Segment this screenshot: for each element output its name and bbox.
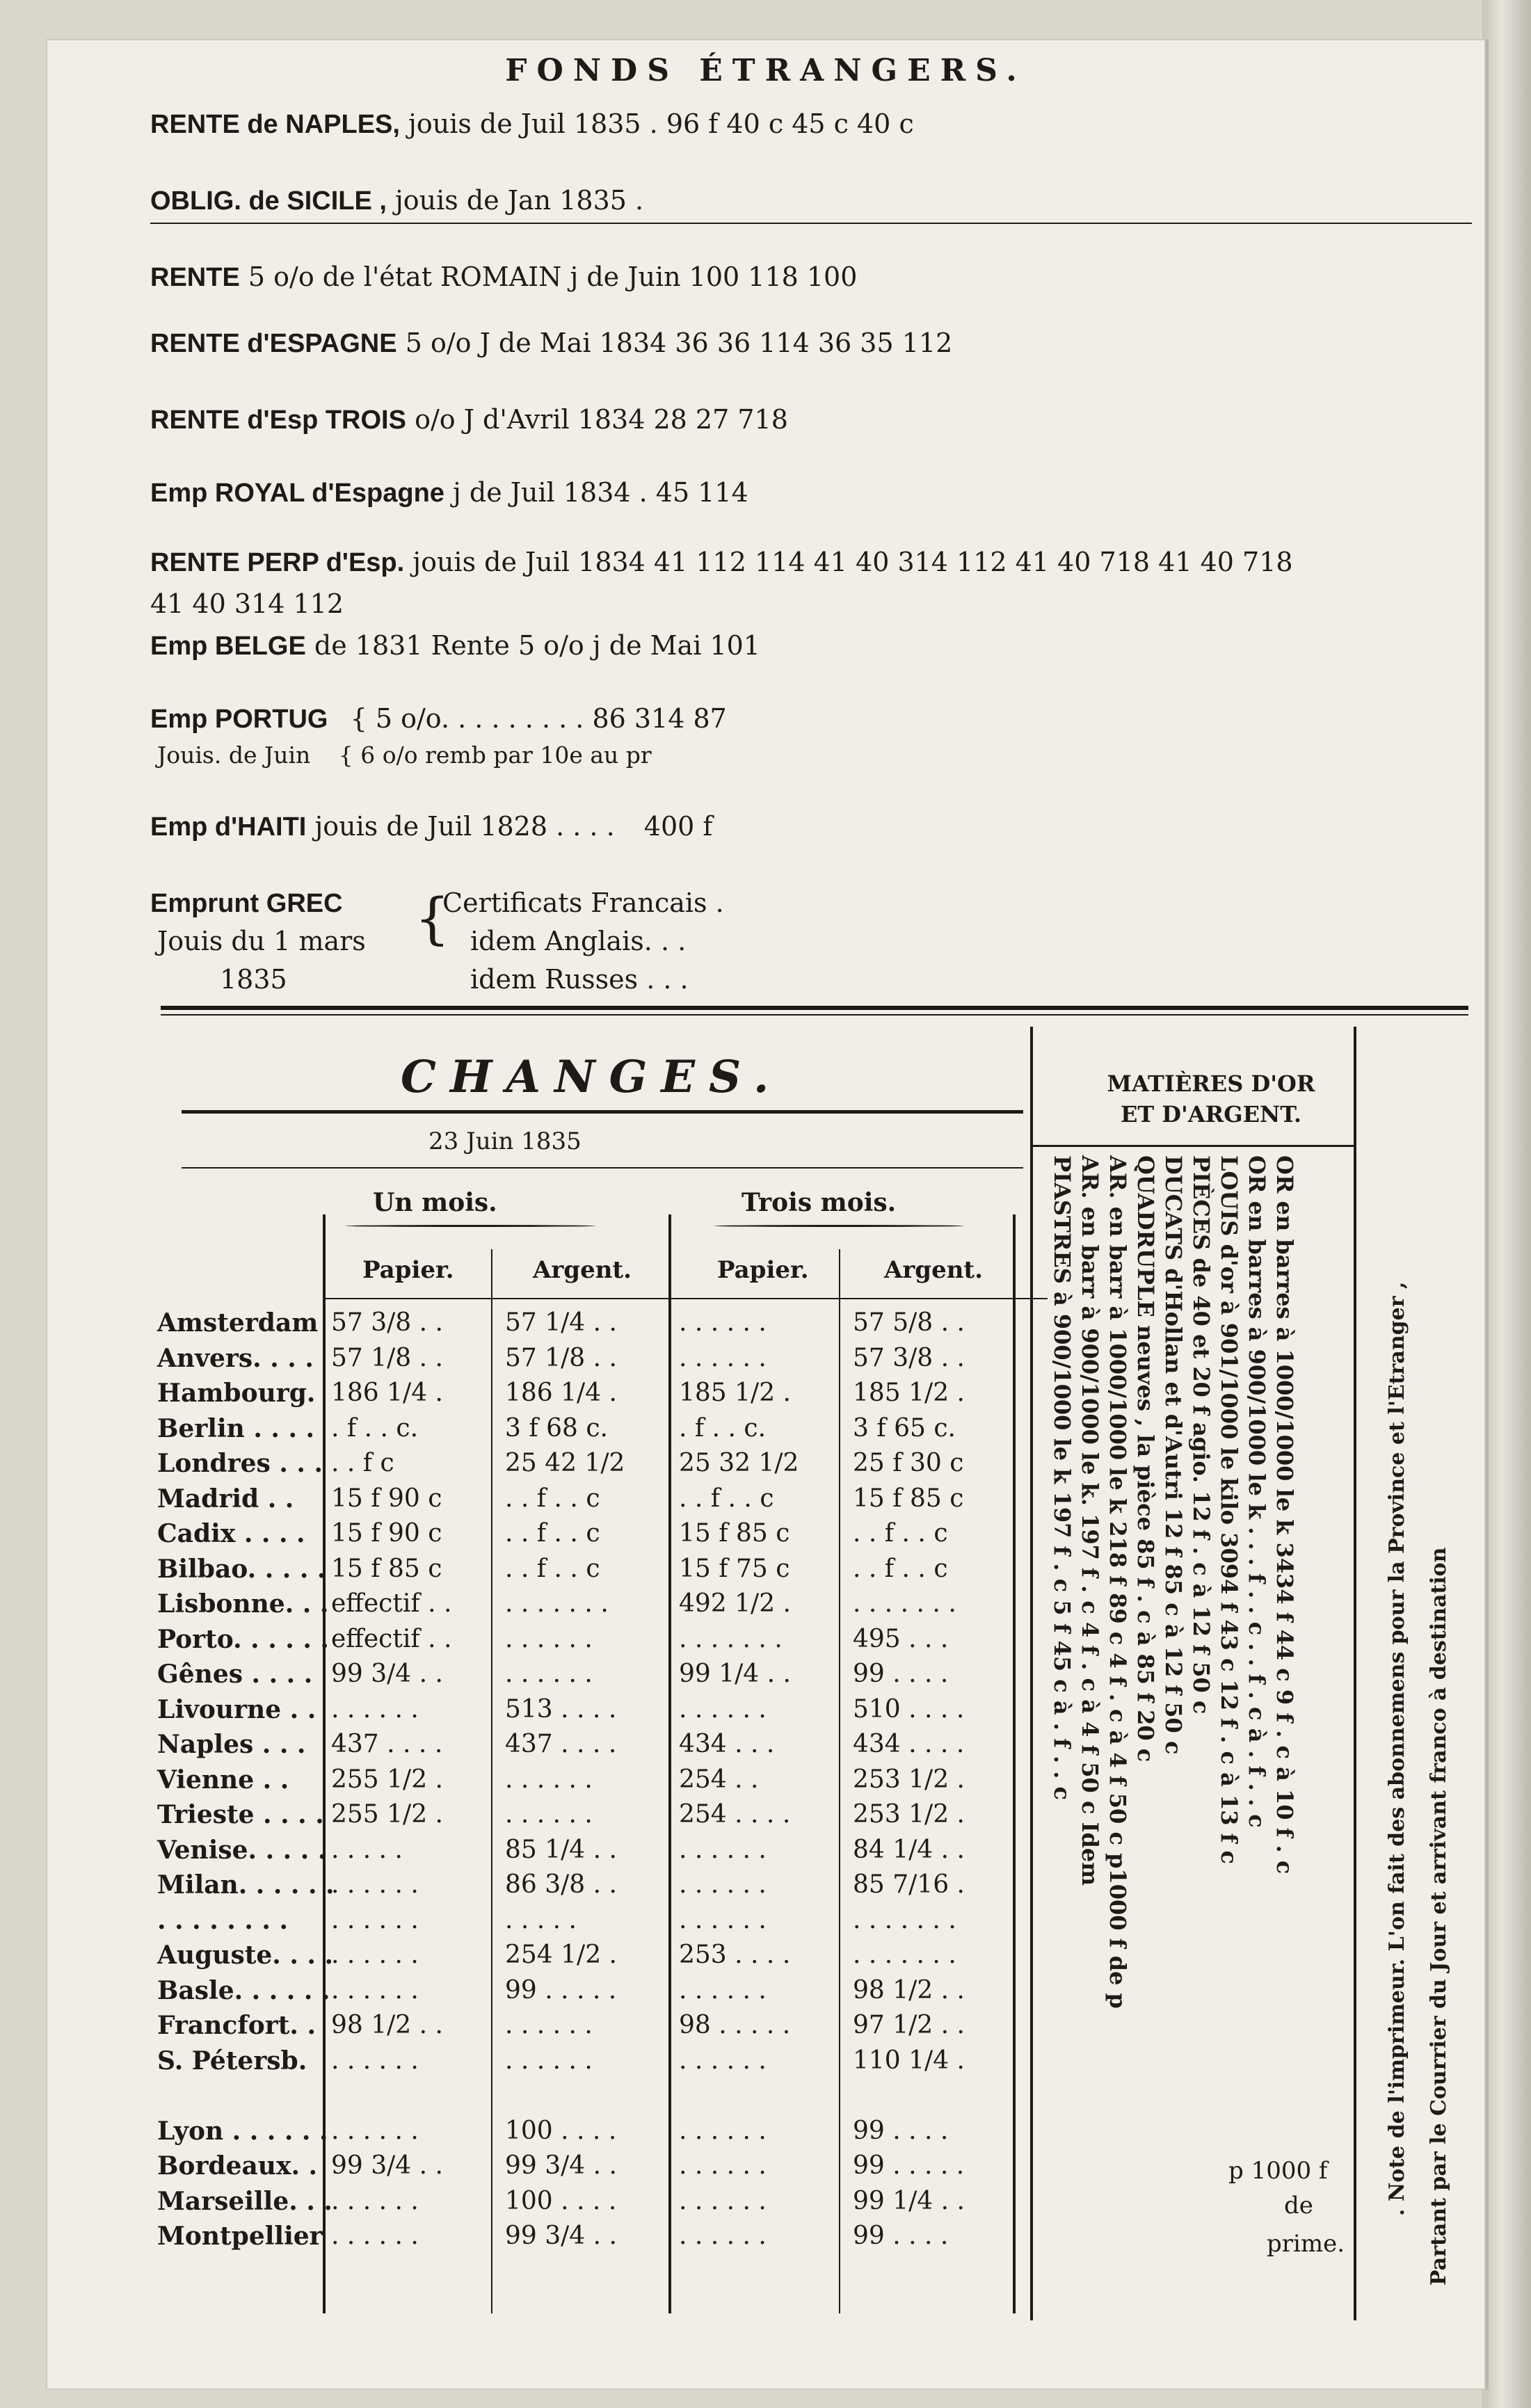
rate-cell: 99 . . . . — [853, 1660, 949, 1688]
col-argent-1: Argent. — [533, 1256, 632, 1284]
city-name: Auguste. . . . — [157, 1941, 333, 1970]
rate-cell: 495 . . . — [853, 1624, 949, 1653]
city-name: Cadix . . . . — [157, 1519, 305, 1548]
city-name: Gênes . . . . — [157, 1660, 313, 1689]
rate-cell: 185 1/2 . — [853, 1379, 965, 1407]
rate-cell: 492 1/2 . — [679, 1589, 791, 1618]
rate-cell: . . . . . . — [679, 2116, 767, 2145]
fonds-line-naples: RENTE de NAPLES, jouis de Juil 1835 . 96 f 40 c 45 c 40 c — [150, 109, 914, 139]
rate-cell: 186 1/4 . — [331, 1379, 443, 1407]
rate-cell: 57 3/8 . . — [331, 1308, 443, 1337]
rate-cell: . . . . . . . — [853, 1941, 956, 1969]
rate-cell: 15 f 85 c — [679, 1519, 790, 1548]
rate-cell: 3 f 68 c. — [505, 1413, 608, 1443]
city-name: Lyon . . . . . . — [157, 2116, 328, 2146]
city-name: Amsterdam — [157, 1308, 319, 1338]
rate-cell: 99 3/4 . . — [505, 2222, 617, 2250]
rate-cell: . . . . . . — [505, 1765, 593, 1794]
rate-cell: 57 3/8 . . — [853, 1343, 965, 1372]
rate-cell: 253 1/2 . — [853, 1800, 965, 1829]
section-divider — [161, 1014, 1468, 1016]
fonds-line-royal: Emp ROYAL d'Espagne j de Juil 1834 . 45 114 — [150, 477, 748, 508]
rate-cell: 3 f 65 c. — [853, 1413, 956, 1443]
metals-line: PIÈCES de 40 et 20 f agio. 12 f . c à 12 f 50 c — [1188, 1155, 1215, 1715]
rate-cell: 99 . . . . . — [853, 2151, 965, 2180]
rate-cell: 254 1/2 . — [505, 1941, 617, 1969]
city-name: Porto. . . . . . — [157, 1624, 329, 1654]
rate-cell: 253 . . . . — [679, 1941, 791, 1969]
rate-cell: . . . . . . — [679, 2222, 767, 2250]
rate-cell: . . f . . c — [853, 1554, 948, 1583]
rate-cell: 255 1/2 . — [331, 1800, 443, 1829]
rate-cell: . . f . . c — [505, 1484, 600, 1513]
rate-cell: . . . . . . — [505, 1624, 593, 1653]
rate-cell: 15 f 90 c — [331, 1519, 442, 1548]
grec-item: idem Anglais. . . — [470, 926, 687, 956]
metals-line: OR en barres à 900/1000 le k . . . f . . c . . f . c à . f . . c — [1244, 1155, 1270, 1828]
printer-note: . Note de l'imprimeur. L'on fait des abonnemens pour la Province et l'Etranger , — [1385, 1281, 1409, 2216]
fonds-title: FONDS ÉTRANGERS. — [505, 53, 1027, 88]
rate-cell: . . . . . . — [505, 1660, 593, 1688]
rate-cell: . . . . . . — [331, 2046, 419, 2075]
rate-cell: 255 1/2 . — [331, 1765, 443, 1794]
rate-cell: . . . . . . — [679, 1835, 767, 1864]
rate-cell: . . f . . c — [853, 1519, 948, 1548]
grec-item: idem Russes . . . — [470, 964, 689, 995]
rate-cell: . . . . . . — [331, 1905, 419, 1934]
rate-cell: . . . . . . — [679, 2151, 767, 2180]
rate-cell: 100 . . . . — [505, 2116, 617, 2145]
date-rule — [182, 1167, 1023, 1169]
rate-cell: . . . . . . . — [505, 1589, 609, 1618]
rate-cell: 98 . . . . . — [679, 2011, 791, 2039]
rate-cell: . . . . . . — [679, 1308, 767, 1337]
rate-cell: . . . . . . — [331, 1941, 419, 1969]
city-name: Marseille. . . — [157, 2186, 332, 2216]
rate-cell: . . f . . c — [505, 1554, 600, 1583]
city-name: Lisbonne. . . — [157, 1589, 329, 1619]
printer-note: Partant par le Courrier du Jour et arrivant franco à destination — [1427, 1547, 1451, 2286]
fonds-grec-sub2: 1835 — [220, 964, 287, 995]
rate-cell: 99 . . . . — [853, 2222, 949, 2250]
prime-label: de — [1284, 2192, 1313, 2220]
column-rule — [491, 1249, 492, 2313]
rate-cell: . . f c — [331, 1449, 394, 1477]
rate-cell: 254 . . . . — [679, 1800, 791, 1829]
group-brace — [714, 1225, 964, 1227]
rate-cell: . . . . . . . — [679, 1624, 783, 1653]
rate-cell: . . . . . . — [331, 1975, 419, 2005]
col-papier-2: Papier. — [717, 1256, 809, 1284]
rate-cell: 97 1/2 . . — [853, 2011, 965, 2039]
column-rule — [1013, 1214, 1016, 2313]
rate-cell: 15 f 75 c — [679, 1554, 790, 1583]
rate-cell: . . f . . c — [679, 1484, 774, 1513]
rate-cell: . . . . . . — [679, 1343, 767, 1372]
fonds-line-esp-trois: RENTE d'Esp TROIS o/o J d'Avril 1834 28 27 718 — [150, 404, 788, 435]
brace: { — [415, 886, 450, 951]
prime-label: prime. — [1267, 2230, 1345, 2258]
metals-line: DUCATS d'Hollan et d'Autri 12 f 85 c à 12 f 50 c — [1160, 1155, 1187, 1755]
city-name: Venise. . . . . — [157, 1835, 327, 1865]
rate-cell: 99 . . . . . — [505, 1975, 617, 2005]
group-trois-mois: Trois mois. — [742, 1188, 897, 1217]
rate-cell: 254 . . — [679, 1765, 759, 1794]
fonds-line-romain: RENTE 5 o/o de l'état ROMAIN j de Juin 100 118 100 — [150, 262, 858, 292]
rate-cell: 434 . . . — [679, 1730, 775, 1758]
metals-list — [1048, 1155, 1298, 2143]
city-name: Trieste . . . . — [157, 1800, 324, 1829]
metals-line: AR. en barr à 1000/1000 le k 218 f 89 c 4 f . c à 4 f 50 c p1000 f de p — [1105, 1155, 1131, 2009]
title-rule — [182, 1110, 1023, 1114]
rate-cell: 99 3/4 . . — [505, 2151, 617, 2180]
rate-cell: . . . . . . — [679, 1975, 767, 2005]
fonds-portug: Emp PORTUG { 5 o/o. . . . . . . . . 86 314 87 — [150, 703, 727, 734]
group-un-mois: Un mois. — [373, 1188, 497, 1217]
rate-cell: 253 1/2 . — [853, 1765, 965, 1794]
rate-cell: 57 1/8 . . — [505, 1343, 617, 1372]
rate-cell: 15 f 85 c — [331, 1554, 442, 1583]
metals-line: QUADRUPLE neuves , la pièce 85 f . c à 85 f 20 c — [1132, 1155, 1159, 1763]
city-name: Milan. . . . . . — [157, 1870, 335, 1900]
metals-line: OR en barres à 1000/1000 le k 3434 f 44 c 9 f . c à 10 f . c — [1272, 1155, 1298, 1875]
city-name: . . . . . . . . — [157, 1905, 288, 1935]
rate-cell: . . . . . . — [679, 1694, 767, 1724]
metals-line: LOUIS d'or à 901/1000 le kilo 3094 f 43 c 12 f . c à 13 f c — [1216, 1155, 1242, 1865]
rate-cell: 98 1/2 . . — [853, 1975, 965, 2005]
rate-cell: . . . . . . — [331, 1870, 419, 1899]
rate-cell: 84 1/4 . . — [853, 1835, 965, 1864]
rate-cell: 513 . . . . — [505, 1694, 617, 1724]
fonds-line-perp: RENTE PERP d'Esp. jouis de Juil 1834 41 112 114 41 40 314 112 41 40 718 41 40 718 — [150, 547, 1293, 577]
rate-cell: . . . . . — [505, 1905, 577, 1934]
metals-line: PIASTRES à 900/1000 le k 197 f . c 5 f 45 c à . f . . c — [1049, 1155, 1075, 1801]
section-divider — [161, 1006, 1468, 1010]
rate-cell: . . . . . . — [331, 2186, 419, 2215]
fonds-line-perp-cont: 41 40 314 112 — [150, 588, 344, 619]
rate-cell: . f . . c. — [331, 1413, 419, 1443]
rate-cell: . . . . . . — [679, 2186, 767, 2215]
fonds-haiti: Emp d'HAITI jouis de Juil 1828 . . . . 400 f — [150, 811, 713, 842]
prime-label: p 1000 f — [1228, 2157, 1328, 2185]
metals-title: MATIÈRES D'OR ET D'ARGENT. — [1107, 1070, 1315, 1127]
col-argent-2: Argent. — [884, 1256, 983, 1284]
rate-cell: 110 1/4 . — [853, 2046, 965, 2075]
rate-cell: 57 1/4 . . — [505, 1308, 617, 1337]
rate-cell: 100 . . . . — [505, 2186, 617, 2215]
rate-cell: 434 . . . . — [853, 1730, 965, 1758]
column-rule — [839, 1249, 840, 2313]
rate-cell: 25 42 1/2 — [505, 1449, 625, 1477]
rate-cell: 510 . . . . — [853, 1694, 965, 1724]
rate-cell: . . . . . . — [679, 1870, 767, 1899]
rate-cell: 99 3/4 . . — [331, 2151, 443, 2180]
rate-cell: 15 f 85 c — [853, 1484, 964, 1513]
rate-cell: effectif . . — [331, 1624, 452, 1653]
rate-cell: . . f . . c — [505, 1519, 600, 1548]
rate-cell: 99 . . . . — [853, 2116, 949, 2145]
header-rule — [324, 1298, 1048, 1299]
city-name: Montpellier — [157, 2222, 323, 2251]
col-papier-1: Papier. — [362, 1256, 454, 1284]
rate-cell: 86 3/8 . . — [505, 1870, 617, 1899]
column-rule — [323, 1214, 326, 2313]
rate-cell: 99 3/4 . . — [331, 1660, 443, 1688]
metals-rule — [1030, 1145, 1354, 1147]
city-name: Madrid . . — [157, 1484, 294, 1514]
city-name: Livourne . . — [157, 1694, 316, 1724]
rate-cell: . . . . . . — [331, 2222, 419, 2250]
metals-border — [1030, 1027, 1033, 2320]
fonds-grec: Emprunt GREC — [150, 889, 343, 918]
fonds-grec-sub1: Jouis du 1 mars — [157, 926, 366, 956]
rate-cell: 85 7/16 . — [853, 1870, 965, 1899]
rate-cell: 25 f 30 c — [853, 1449, 964, 1477]
rate-cell: . . . . . . — [505, 2011, 593, 2039]
book-spine — [1482, 0, 1531, 2408]
rate-cell: . . . . . . — [505, 1800, 593, 1829]
city-name: Francfort. . — [157, 2011, 316, 2040]
rate-cell: 185 1/2 . — [679, 1379, 791, 1407]
changes-date: 23 Juin 1835 — [428, 1127, 582, 1155]
rate-cell: . . . . . . . — [853, 1589, 956, 1618]
rate-cell: . . . . . . . — [853, 1905, 956, 1934]
rate-cell: . f . . c. — [679, 1413, 767, 1443]
rate-cell: 57 1/8 . . — [331, 1343, 443, 1372]
rate-cell: 99 1/4 . . — [679, 1660, 791, 1688]
group-brace — [345, 1225, 595, 1227]
rate-cell: 437 . . . . — [331, 1730, 443, 1758]
rate-cell: . . . . . — [331, 1835, 403, 1864]
fonds-line-espagne: RENTE d'ESPAGNE 5 o/o J de Mai 1834 36 36 114 36 35 112 — [150, 328, 953, 358]
rate-cell: 186 1/4 . — [505, 1379, 617, 1407]
rate-cell: . . . . . . — [679, 2046, 767, 2075]
rate-cell: effectif . . — [331, 1589, 452, 1618]
city-name: Anvers. . . . — [157, 1343, 314, 1373]
fonds-line-sicile: OBLIG. de SICILE , jouis de Jan 1835 . — [150, 185, 644, 216]
fonds-line-belge: Emp BELGE de 1831 Rente 5 o/o j de Mai 101 — [150, 630, 760, 661]
city-name: Berlin . . . . — [157, 1413, 315, 1443]
rate-cell: 57 5/8 . . — [853, 1308, 965, 1337]
metals-border — [1354, 1027, 1356, 2320]
divider — [150, 223, 1472, 224]
city-name: Vienne . . — [157, 1765, 289, 1795]
rate-cell: 98 1/2 . . — [331, 2011, 443, 2039]
rate-cell: 25 32 1/2 — [679, 1449, 799, 1477]
city-name: Bordeaux. . — [157, 2151, 318, 2181]
metals-line: AR. en barr à 900/1000 le k. 197 f . c 4 f . c à 4 f 50 c Idem — [1077, 1155, 1103, 1886]
fonds-portug-sub: Jouis. de Juin { 6 o/o remb par 10e au pr — [157, 741, 652, 769]
rate-cell: . . . . . . — [331, 2116, 419, 2145]
rate-cell: 99 1/4 . . — [853, 2186, 965, 2215]
city-name: S. Pétersb. — [157, 2046, 307, 2076]
grec-item: Certificats Francais . — [442, 888, 724, 918]
rate-cell: . . . . . . — [505, 2046, 593, 2075]
city-name: Londres . . . — [157, 1449, 323, 1478]
rate-cell: 85 1/4 . . — [505, 1835, 617, 1864]
rate-cell: 15 f 90 c — [331, 1484, 442, 1513]
column-rule — [668, 1214, 671, 2313]
rate-cell: . . . . . . — [679, 1905, 767, 1934]
city-name: Hambourg. — [157, 1379, 316, 1408]
rate-cell: 437 . . . . — [505, 1730, 617, 1758]
city-name: Basle. . . . . . — [157, 1975, 330, 2005]
rate-cell: . . . . . . — [331, 1694, 419, 1724]
city-name: Naples . . . — [157, 1730, 306, 1759]
document-page — [46, 39, 1486, 2390]
changes-title: CHANGES. — [401, 1051, 783, 1103]
city-name: Bilbao. . . . . — [157, 1554, 326, 1584]
